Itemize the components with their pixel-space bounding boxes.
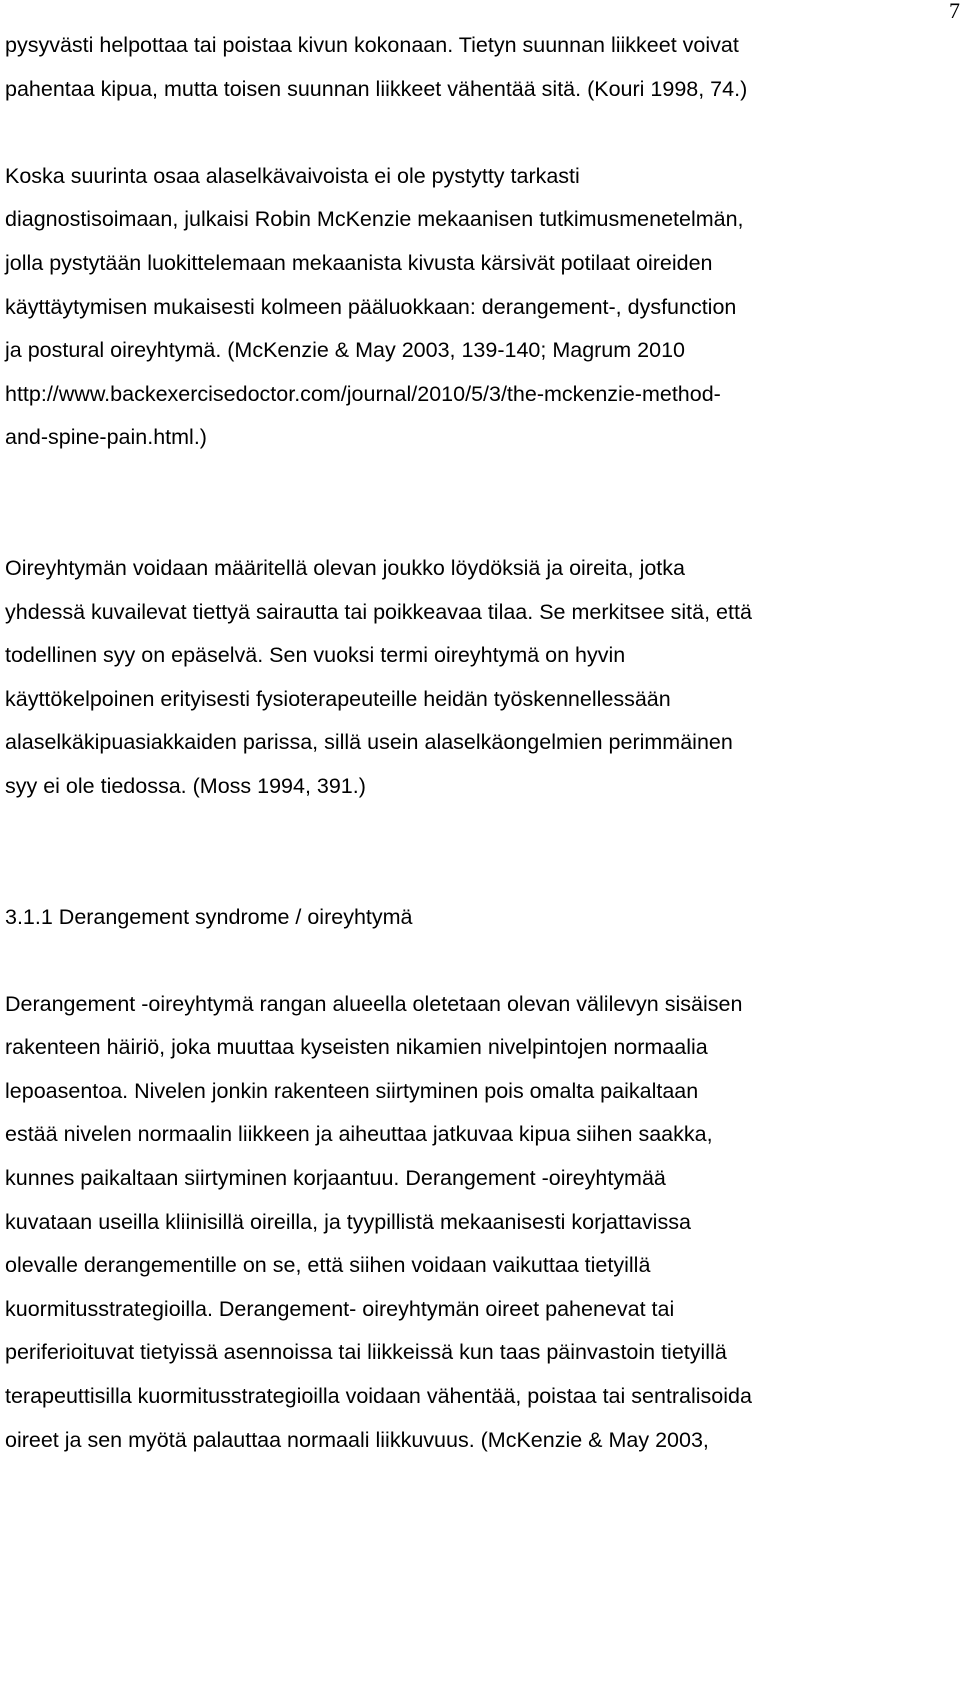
text-line: käyttökelpoinen erityisesti fysioterapeuteille heidän työskennellessään (5, 686, 671, 711)
text-line: terapeuttisilla kuormitusstrategioilla voidaan vähentää, poistaa tai sentralisoida (5, 1384, 752, 1409)
text-line: kuormitusstrategioilla. Derangement- oireyhtymän oireet pahenevat tai (5, 1296, 675, 1321)
paragraph-1 (5, 24, 955, 111)
text-line: todellinen syy on epäselvä. Sen vuoksi termi oireyhtymä on hyvin (5, 643, 626, 668)
url-text: and-spine-pain.html.) (5, 425, 207, 450)
text-line: alaselkäkipuasiakkaiden parissa, sillä usein alaselkäongelmien perimmäinen (5, 730, 733, 755)
text-line: kunnes paikaltaan siirtyminen korjaantuu. Derangement -oireyhtymää (5, 1166, 666, 1191)
text-line: syy ei ole tiedossa. (Moss 1994, 391.) (5, 773, 366, 798)
text-line: Koska suurinta osaa alaselkävaivoista ei ole pystytty tarkasti (5, 163, 580, 188)
text-line: yhdessä kuvailevat tiettyä sairautta tai poikkeavaa tilaa. Se merkitsee sitä, että (5, 599, 752, 624)
heading-text: 3.1.1 Derangement syndrome / oireyhtymä (5, 904, 413, 929)
text-line: estää nivelen normaalin liikkeen ja aiheuttaa jatkuvaa kipua siihen saakka, (5, 1122, 713, 1147)
page-number: 7 (949, 0, 960, 23)
text-line: Oireyhtymän voidaan määritellä olevan joukko löydöksiä ja oireita, jotka (5, 555, 685, 580)
text-line: olevalle derangementille on se, että siihen voidaan vaikuttaa tietyillä (5, 1253, 651, 1278)
text-line: ja postural oireyhtymä. (McKenzie & May 2003, 139-140; Magrum 2010 (5, 338, 685, 363)
text-line: periferioituvat tietyissä asennoissa tai liikkeissä kun taas päinvastoin tietyillä (5, 1340, 727, 1365)
paragraph-2 (5, 155, 955, 460)
text-line: Derangement -oireyhtymä rangan alueella oletetaan olevan välilevyn sisäisen (5, 991, 743, 1016)
text-line: pahentaa kipua, mutta toisen suunnan liikkeet vähentää sitä. (Kouri 1998, 74.) (5, 76, 748, 101)
text-line: lepoasentoa. Nivelen jonkin rakenteen siirtyminen pois omalta paikaltaan (5, 1078, 699, 1103)
text-line: diagnostisoimaan, julkaisi Robin McKenzie mekaanisen tutkimusmenetelmän, (5, 207, 744, 232)
text-line: oireet ja sen myötä palauttaa normaali liikkuvuus. (McKenzie & May 2003, (5, 1427, 709, 1452)
section-heading (5, 896, 955, 940)
text-line: rakenteen häiriö, joka muuttaa kyseisten nikamien nivelpintojen normaalia (5, 1035, 708, 1060)
text-line: pysyvästi helpottaa tai poistaa kivun kokonaan. Tietyn suunnan liikkeet voivat (5, 33, 739, 57)
text-line: käyttäytymisen mukaisesti kolmeen pääluokkaan: derangement-, dysfunction (5, 294, 737, 319)
paragraph-3 (5, 547, 955, 809)
paragraph-4 (5, 983, 955, 1463)
text-line: jolla pystytään luokittelemaan mekaanista kivusta kärsivät potilaat oireiden (5, 250, 713, 275)
text-line: kuvataan useilla kliinisillä oireilla, ja tyypillistä mekaanisesti korjattavissa (5, 1209, 691, 1234)
url-text: http://www.backexercisedoctor.com/journal/2010/5/3/the-mckenzie-method- (5, 381, 721, 406)
document-body (5, 24, 955, 1462)
